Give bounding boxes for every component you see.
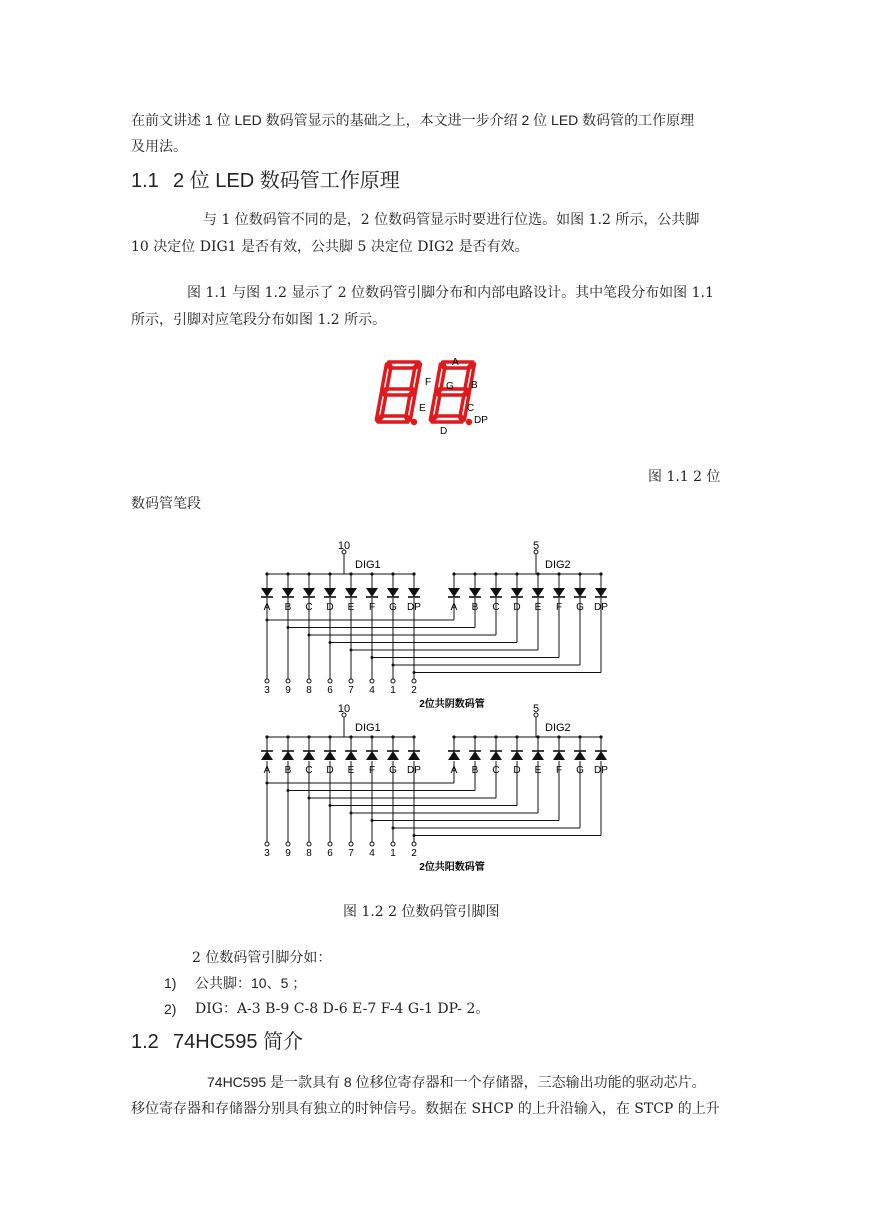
figure2-caption: 图 1.2 2 位数码管引脚图 [343, 904, 500, 920]
diode-dig2-g [574, 588, 586, 597]
segment-label-b: B [471, 380, 478, 391]
section1-para1-line1: 与 1 位数码管不同的是，2 位数码管显示时要进行位选。如图 1.2 所示，公共脚 [203, 212, 700, 228]
diode-dig1-g [387, 588, 399, 597]
common-anode-circuit [261, 703, 608, 872]
segment-label-dig1-d: D [326, 602, 334, 613]
segment-label-e: E [419, 403, 426, 414]
diode-dig1-b [282, 588, 294, 597]
common-anode-caption: 2位共阳数码管 [419, 862, 485, 872]
segment-label-a: A [452, 357, 459, 368]
segment-label-dig2-g: G [576, 765, 584, 776]
decimal-point-2 [466, 419, 472, 425]
segment-label-dig2-f: F [555, 602, 563, 613]
segment-label-dig1-b: B [284, 765, 292, 776]
bottom-pin-1: 1 [390, 848, 396, 859]
diode-dig1-e [345, 751, 357, 760]
diode-dig2-c [490, 588, 502, 597]
diode-dig1-dp [408, 588, 420, 597]
bottom-pin-6: 6 [327, 685, 333, 696]
bottom-pin-7: 7 [348, 685, 354, 696]
segment-label-dig1-g: G [389, 765, 397, 776]
segment-f [382, 364, 391, 391]
bottom-pin-9: 9 [285, 848, 291, 859]
bottom-pin-2: 2 [411, 848, 417, 859]
segment-label-dig1-a: A [263, 765, 271, 776]
pins-intro: 2 位数码管引脚分如： [192, 950, 332, 966]
diode-dig1-a [261, 588, 273, 597]
segment-label-dig1-f: F [368, 765, 376, 776]
diode-dig1-f [366, 751, 378, 760]
diode-dig1-d [324, 588, 336, 597]
diode-dig2-a [448, 588, 460, 597]
segment-label-dig1-e: E [347, 765, 355, 776]
segment-label-dig2-a: A [450, 765, 458, 776]
segment-label-dig2-e: E [534, 765, 542, 776]
section-title: 74HC595 简介 [173, 1031, 304, 1053]
segment-label-dig1-f: F [368, 602, 376, 613]
dig2-pin-number: 5 [532, 703, 540, 715]
segment-label-d: D [440, 426, 448, 437]
pins-item2-number: 2) [164, 1001, 177, 1017]
section1-para1-line2: 10 决定位 DIG1 是否有效，公共脚 5 决定位 DIG2 是否有效。 [131, 239, 529, 255]
segment-g [384, 389, 412, 395]
diode-dig2-c [490, 751, 502, 760]
segment-label-dig1-d: D [326, 765, 334, 776]
pins-item2-text: DIG：A-3 B-9 C-8 D-6 E-7 F-4 G-1 DP- 2。 [195, 1001, 490, 1017]
bottom-pin-9: 9 [285, 685, 291, 696]
figure1-caption-part1: 图 1.1 2 位 [648, 469, 721, 485]
segment-label-dig2-d: D [513, 765, 521, 776]
diode-dig2-e [532, 751, 544, 760]
diode-dig1-dp [408, 751, 420, 760]
section2-para-line1: 74HC595 是一款具有 8 位移位寄存器和一个存储器，三态输出功能的驱动芯片。 [207, 1074, 706, 1090]
section2-para-line2: 移位寄存器和存储器分别具有独立的时钟信号。数据在 SHCP 的上升沿输入，在 STCP 的上升 [131, 1101, 720, 1117]
bottom-pin-8: 8 [306, 685, 312, 696]
dig1-pin-number: 10 [337, 540, 351, 552]
diode-dig2-d [511, 751, 523, 760]
common-cathode-circuit [261, 540, 608, 710]
diode-dig1-d [324, 751, 336, 760]
dig1-label: DIG1 [355, 559, 381, 571]
segment-label-dig2-dp: DP [594, 602, 608, 613]
dig2-label: DIG2 [545, 722, 571, 734]
diode-dig2-dp [595, 588, 607, 597]
diode-dig2-d [511, 588, 523, 597]
diode-dig1-e [345, 588, 357, 597]
bottom-pin-4: 4 [369, 685, 375, 696]
diode-dig1-g [387, 751, 399, 760]
diode-dig1-c [303, 588, 315, 597]
bottom-pin-2: 2 [411, 685, 417, 696]
segment-label-dig2-b: B [471, 602, 479, 613]
section-number: 1.1 [131, 170, 159, 192]
diode-dig2-b [469, 588, 481, 597]
diode-dig2-b [469, 751, 481, 760]
segment-label-dig1-a: A [263, 602, 271, 613]
bottom-pin-3: 3 [264, 685, 270, 696]
dig2-pin-number: 5 [532, 540, 540, 552]
segment-label-dig2-d: D [513, 602, 521, 613]
diode-dig2-f [553, 588, 565, 597]
section-heading-1-2 [131, 1030, 303, 1054]
section1-para2-line2: 所示，引脚对应笔段分布如图 1.2 所示。 [131, 312, 387, 328]
segment-label-dig2-c: C [492, 765, 500, 776]
segment-label-dig1-dp: DP [407, 765, 421, 776]
intro-line-2: 及用法。 [131, 139, 187, 155]
section-heading-1-1 [131, 169, 400, 193]
segment-label-dig2-dp: DP [594, 765, 608, 776]
segment-label-dig1-b: B [284, 602, 292, 613]
segment-label-dig2-e: E [534, 602, 542, 613]
diode-dig1-a [261, 751, 273, 760]
bottom-pin-6: 6 [327, 848, 333, 859]
diode-dig2-e [532, 588, 544, 597]
segment-label-dig1-e: E [347, 602, 355, 613]
figure1-caption-part2: 数码管笔段 [131, 496, 201, 512]
dig1-pin-number: 10 [337, 703, 351, 715]
segment-label-f: F [425, 377, 432, 388]
segment-f [436, 364, 445, 391]
bottom-pin-7: 7 [348, 848, 354, 859]
section-number: 1.2 [131, 1031, 159, 1053]
bottom-pin-1: 1 [390, 685, 396, 696]
bottom-pin-8: 8 [306, 848, 312, 859]
segment-label-dig1-c: C [305, 765, 313, 776]
diode-dig2-g [574, 751, 586, 760]
common-cathode-caption: 2位共阴数码管 [419, 699, 485, 710]
segment-c [406, 393, 415, 420]
diode-dig1-c [303, 751, 315, 760]
dig1-label: DIG1 [355, 722, 381, 734]
decimal-point-1 [411, 419, 417, 425]
section1-para2-line1: 图 1.1 与图 1.2 显示了 2 位数码管引脚分布和内部电路设计。其中笔段分布如图 1.1 [187, 285, 714, 301]
dig2-label: DIG2 [545, 559, 571, 571]
section-title: 2 位 LED 数码管工作原理 [173, 170, 400, 192]
segment-label-dig2-b: B [471, 765, 479, 776]
bottom-pin-3: 3 [264, 848, 270, 859]
segment-label-dig2-c: C [492, 602, 500, 613]
pin-circuit-figure [240, 536, 630, 872]
segment-label-dig1-dp: DP [407, 602, 421, 613]
seven-segment-figure [370, 352, 500, 440]
pins-item1-text: 公共脚：10、5 ； [195, 975, 307, 991]
segment-label-dig1-g: G [389, 602, 397, 613]
segment-label-dig1-c: C [305, 602, 313, 613]
segment-label-dp: DP [474, 415, 488, 426]
diode-dig2-dp [595, 751, 607, 760]
segment-label-c: C [467, 403, 475, 414]
segment-label-dig2-g: G [576, 602, 584, 613]
diode-dig1-f [366, 588, 378, 597]
segment-label-g: G [446, 381, 454, 392]
diode-dig1-b [282, 751, 294, 760]
segment-label-dig2-f: F [555, 765, 563, 776]
diode-dig2-f [553, 751, 565, 760]
diode-dig2-a [448, 751, 460, 760]
segment-label-dig2-a: A [450, 602, 458, 613]
intro-line-1: 在前文讲述 1 位 LED 数码管显示的基础之上，本文进一步介绍 2 位 LED 数码管的工作原理 [131, 112, 695, 128]
digit-1 [376, 362, 420, 422]
bottom-pin-4: 4 [369, 848, 375, 859]
pins-item1-number: 1) [164, 975, 177, 991]
